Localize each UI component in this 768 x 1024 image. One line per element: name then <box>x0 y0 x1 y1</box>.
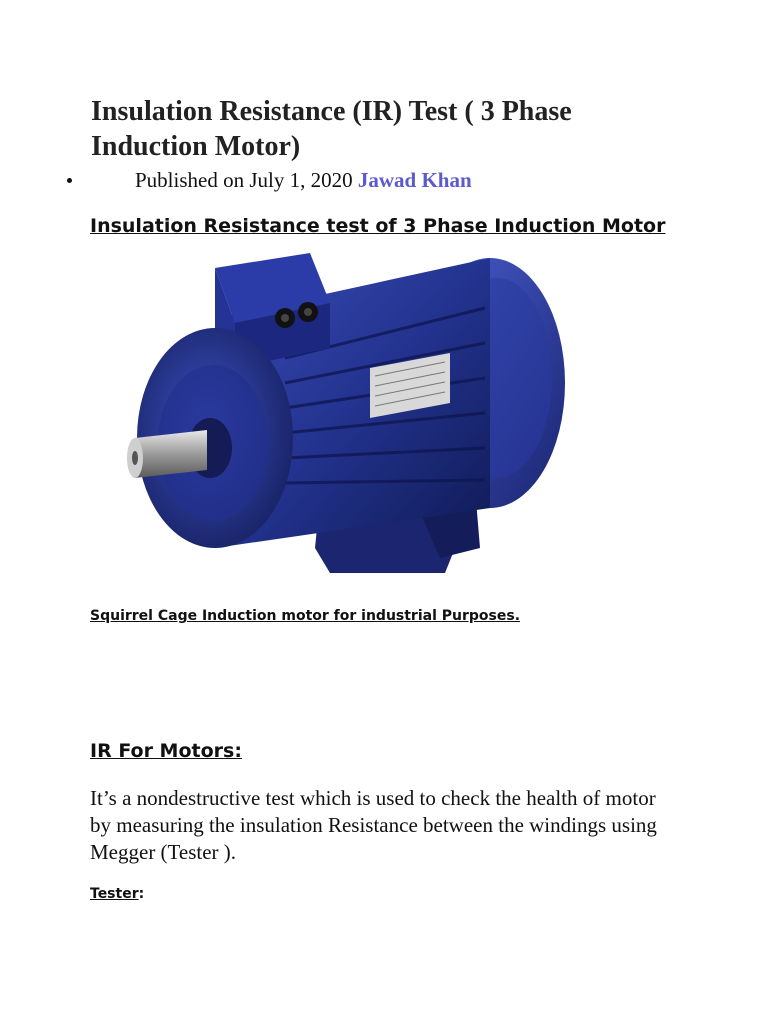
tester-label: Tester <box>90 886 139 902</box>
motor-image <box>95 248 595 586</box>
page-title: Insulation Resistance (IR) Test ( 3 Phase Induction Motor) <box>91 96 572 162</box>
published-line <box>60 167 700 195</box>
author-link[interactable]: Jawad Khan <box>357 168 472 192</box>
bullet-icon <box>67 178 72 183</box>
induction-motor-illustration-icon <box>95 248 595 586</box>
article-heading: Insulation Resistance test of 3 Phase Induction Motor <box>90 215 666 237</box>
tester-heading <box>90 884 144 904</box>
published-date: Published on July 1, 2020 <box>135 168 353 192</box>
section-heading: IR For Motors: <box>90 740 242 762</box>
image-caption: Squirrel Cage Induction motor for industrial Purposes. <box>90 608 521 624</box>
published-text <box>135 167 472 193</box>
tester-colon: : <box>138 886 145 902</box>
section-body: It’s a nondestructive test which is used to check the health of motor by measuring the insulation Resistance between the windings using Megger (Tester ). <box>90 786 657 864</box>
